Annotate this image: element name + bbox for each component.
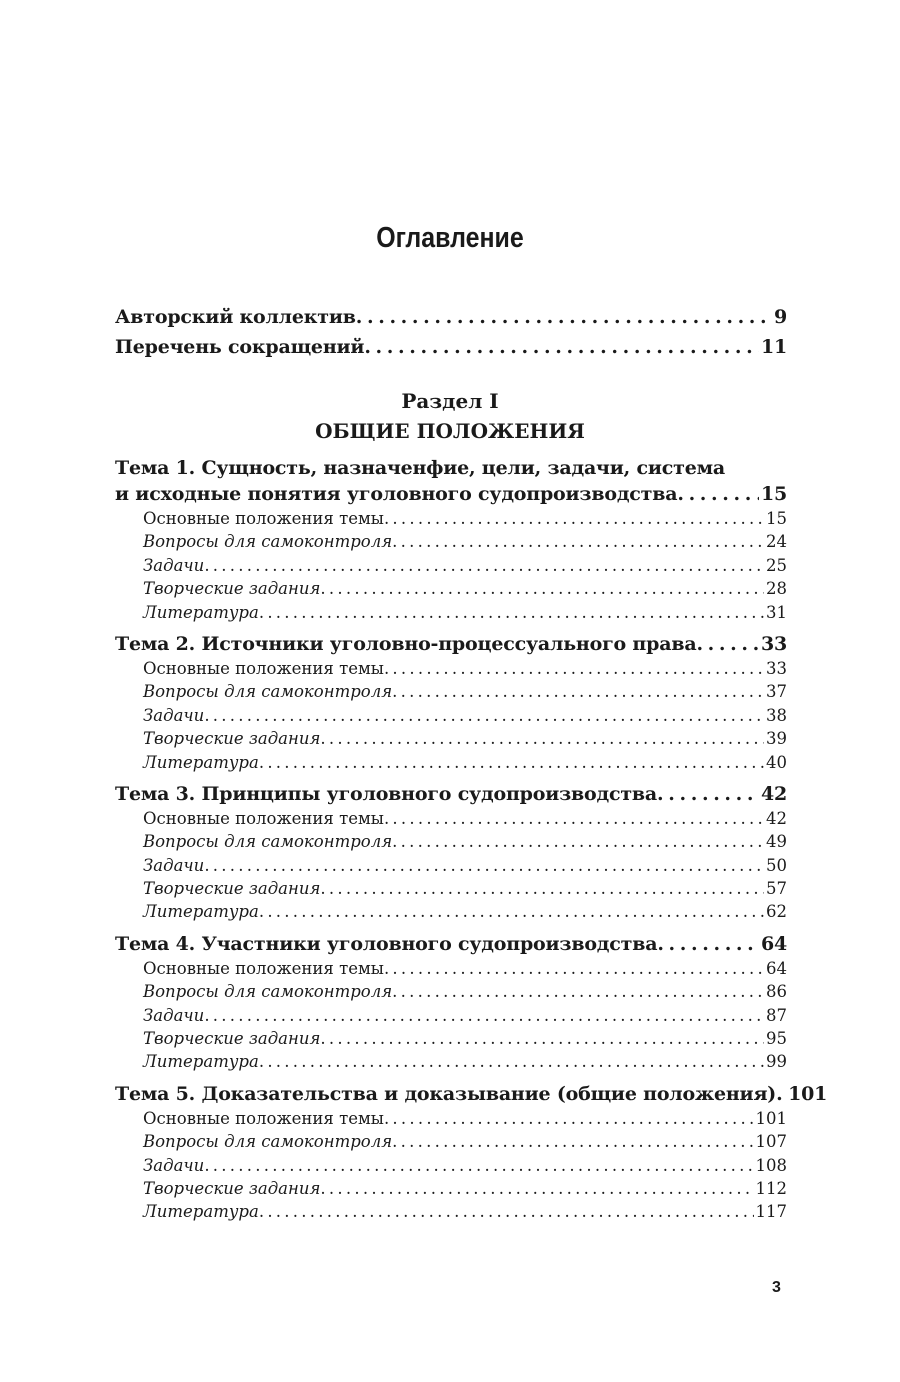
dot-leader	[259, 902, 764, 921]
subitem-tasks[interactable]: Задачи . . . 87	[143, 1006, 787, 1029]
topic-title: Тема 5. Доказательства и доказывание (общие положения)	[115, 1082, 777, 1105]
topic-2-entry[interactable]	[115, 633, 787, 659]
topic-2	[115, 633, 787, 776]
dot-leader	[392, 1132, 753, 1151]
subitem-creative-tasks[interactable]: Творческие задания . . . 28	[143, 579, 787, 602]
topic-page: 101	[788, 1082, 828, 1105]
dot-leader	[657, 783, 759, 805]
subitem-creative-tasks[interactable]: Творческие задания . . . 112	[143, 1179, 787, 1202]
topic-4-entry[interactable]	[115, 933, 787, 959]
dot-leader	[259, 1052, 764, 1071]
subitem-literature[interactable]: Литература . . . 62	[143, 902, 787, 925]
subitem-main-provisions[interactable]: Основные положения темы . . . 42	[143, 809, 787, 832]
subitem-tasks[interactable]: Задачи . . . 25	[143, 556, 787, 579]
topics-list	[115, 457, 828, 1226]
subitem-main-provisions[interactable]: Основные положения темы . . . 15	[143, 509, 787, 532]
topic-page: 42	[760, 782, 787, 805]
topic-title: Тема 4. Участники уголовного судопроизводства	[115, 932, 658, 955]
subitem-tasks[interactable]: Задачи . . . 108	[143, 1156, 787, 1179]
dot-leader	[392, 982, 764, 1001]
page-title: Оглавление	[376, 222, 524, 254]
dot-leader	[320, 729, 764, 748]
page-number: 3	[772, 1279, 781, 1296]
dot-leader	[259, 753, 764, 772]
dot-leader	[776, 1083, 786, 1105]
topic-3-entry[interactable]	[115, 783, 787, 809]
dot-leader	[204, 706, 764, 725]
dot-leader	[259, 1202, 754, 1221]
dot-leader	[384, 509, 764, 528]
dot-leader	[392, 682, 764, 701]
topic-title: и исходные понятия уголовного судопроизводства	[115, 483, 678, 505]
section-title: ОБЩИЕ ПОЛОЖЕНИЯ	[315, 419, 585, 443]
subitem-tasks[interactable]: Задачи . . . 50	[143, 856, 787, 879]
subitem-self-check[interactable]: Вопросы для самоконтроля . . . 107	[143, 1132, 787, 1155]
subitem-main-provisions[interactable]: Основные положения темы . . . 33	[143, 659, 787, 682]
subitem-literature[interactable]: Литература . . . 117	[143, 1202, 787, 1225]
front-matter-list	[115, 306, 787, 366]
topic-1-title-line1[interactable]: Тема 1. Сущность, назначенфие, цели, задачи, система	[115, 457, 725, 479]
subitem-tasks[interactable]: Задачи . . . 38	[143, 706, 787, 729]
subitem-main-provisions[interactable]: Основные положения темы . . . 64	[143, 959, 787, 982]
subitem-literature[interactable]: Литература . . . 99	[143, 1052, 787, 1075]
dot-leader	[384, 659, 764, 678]
subitem-creative-tasks[interactable]: Творческие задания . . . 95	[143, 1029, 787, 1052]
dot-leader	[320, 1029, 764, 1048]
dot-leader	[320, 579, 764, 598]
dot-leader	[204, 556, 764, 575]
dot-leader	[677, 483, 759, 505]
topic-title: Тема 2. Источники уголовно-процессуального права	[115, 632, 697, 655]
dot-leader	[384, 959, 764, 978]
dot-leader	[364, 336, 759, 358]
toc-entry-label: Перечень сокращений	[115, 336, 365, 358]
subitem-main-provisions[interactable]: Основные положения темы . . . 101	[143, 1109, 787, 1132]
subitem-self-check[interactable]: Вопросы для самоконтроля . . . 24	[143, 532, 787, 555]
subitem-self-check[interactable]: Вопросы для самоконтроля . . . 86	[143, 982, 787, 1005]
dot-leader	[320, 1179, 753, 1198]
topic-1-entry[interactable]	[115, 483, 787, 509]
topic-page: 64	[760, 932, 787, 955]
toc-entry-page: 11	[760, 336, 787, 358]
topic-4	[115, 933, 787, 1076]
dot-leader	[259, 603, 764, 622]
topic-page: 33	[760, 632, 787, 655]
section-number: Раздел I	[401, 389, 499, 413]
subitem-self-check[interactable]: Вопросы для самоконтроля . . . 49	[143, 832, 787, 855]
toc-entry-label: Авторский коллектив	[115, 306, 356, 328]
dot-leader	[384, 809, 764, 828]
dot-leader	[392, 832, 764, 851]
toc-entry-page: 9	[773, 306, 787, 328]
dot-leader	[657, 933, 759, 955]
dot-leader	[356, 306, 772, 328]
dot-leader	[392, 532, 764, 551]
subitem-literature[interactable]: Литература . . . 31	[143, 603, 787, 626]
dot-leader	[204, 1006, 764, 1025]
dot-leader	[204, 1156, 753, 1175]
topic-5	[115, 1082, 828, 1226]
topic-3	[115, 783, 787, 926]
topic-1	[115, 457, 787, 626]
topic-title: Тема 3. Принципы уголовного судопроизводства	[115, 782, 658, 805]
dot-leader	[320, 879, 764, 898]
toc-entry-abbreviations[interactable]	[115, 336, 787, 366]
toc-entry-authors[interactable]	[115, 306, 787, 336]
subitem-self-check[interactable]: Вопросы для самоконтроля . . . 37	[143, 682, 787, 705]
subitem-literature[interactable]: Литература . . . 40	[143, 753, 787, 776]
topic-page: 15	[760, 483, 787, 505]
topic-5-entry[interactable]	[115, 1082, 828, 1109]
subitem-creative-tasks[interactable]: Творческие задания . . . 57	[143, 879, 787, 902]
subitem-creative-tasks[interactable]: Творческие задания . . . 39	[143, 729, 787, 752]
dot-leader	[696, 633, 759, 655]
dot-leader	[384, 1109, 754, 1128]
dot-leader	[204, 856, 764, 875]
